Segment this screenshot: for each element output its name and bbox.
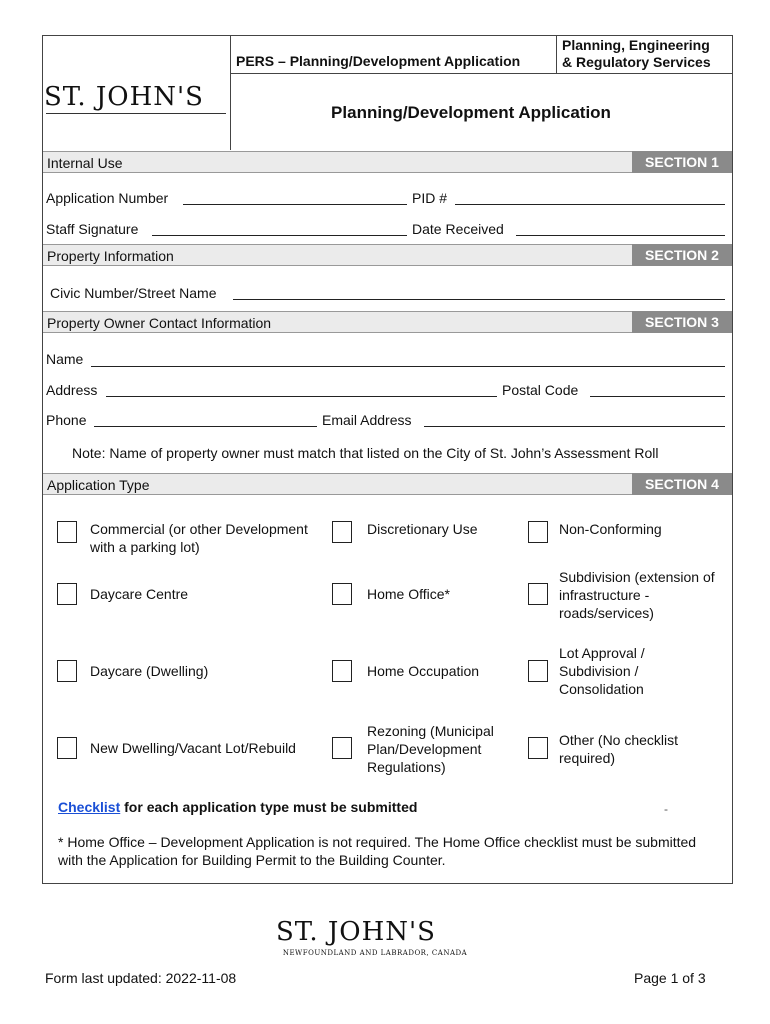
page-title: Planning/Development Application xyxy=(331,103,611,122)
date-received-label: Date Received xyxy=(412,221,504,237)
pid-label: PID # xyxy=(412,190,448,206)
checkbox-daycare-centre[interactable] xyxy=(57,583,77,605)
phone-label: Phone xyxy=(46,412,87,428)
option-home-occupation-label: Home Occupation xyxy=(367,663,480,679)
option-lot-approval-label: Lot Approval / Subdivision / Consolidation xyxy=(559,645,645,697)
option-other-label: Other (No checklist required) xyxy=(559,732,679,766)
section-1-tag: SECTION 1 xyxy=(632,151,732,173)
option-rezoning-label: Rezoning (Municipal Plan/Development Regulations) xyxy=(367,723,494,775)
section-3-bar xyxy=(43,311,732,333)
application-number-label: Application Number xyxy=(46,190,169,206)
checkbox-commercial[interactable] xyxy=(57,521,77,543)
option-daycare-dwelling-label: Daycare (Dwelling) xyxy=(90,663,209,679)
checklist-link[interactable]: Checklist xyxy=(58,799,121,815)
checkbox-discretionary-use[interactable] xyxy=(332,521,352,543)
section-3-tag: SECTION 3 xyxy=(632,311,732,333)
checkbox-home-office[interactable] xyxy=(332,583,352,605)
checkbox-new-dwelling[interactable] xyxy=(57,737,77,759)
checklist-text: for each application type must be submitted xyxy=(120,799,418,815)
footer-logo-subtitle: NEWFOUNDLAND AND LABRADOR, CANADA xyxy=(282,949,468,957)
checklist-line xyxy=(58,799,417,815)
checkbox-daycare-dwelling[interactable] xyxy=(57,660,77,682)
section-2-label: Property Information xyxy=(47,248,174,264)
logo-underline xyxy=(46,113,226,114)
option-commercial-label: Commercial (or other Development with a parking lot) xyxy=(90,521,308,555)
section-2-bar xyxy=(43,244,732,266)
section-4-bar xyxy=(43,473,732,495)
owner-name-field[interactable] xyxy=(91,366,725,367)
header-divider-vertical xyxy=(230,35,231,150)
option-discretionary-use-label: Discretionary Use xyxy=(367,521,478,537)
checkbox-lot-approval[interactable] xyxy=(528,660,548,682)
section-4-label: Application Type xyxy=(47,477,150,493)
section-3-label: Property Owner Contact Information xyxy=(47,315,272,331)
pid-field[interactable] xyxy=(455,204,725,205)
staff-signature-field[interactable] xyxy=(152,235,407,236)
option-daycare-centre-label: Daycare Centre xyxy=(90,586,189,602)
date-received-field[interactable] xyxy=(516,235,725,236)
section-2-tag: SECTION 2 xyxy=(632,244,732,266)
owner-note: Note: Name of property owner must match that listed on the City of St. John’s Assessment Roll xyxy=(72,445,659,461)
checkbox-subdivision[interactable] xyxy=(528,583,548,605)
option-home-office-label: Home Office* xyxy=(367,586,450,602)
department-line-2: & Regulatory Services xyxy=(562,54,711,70)
option-subdivision-label: Subdivision (extension of infrastructure - roads/services) xyxy=(559,569,715,621)
city-logo: ST. JOHN'S xyxy=(44,82,204,112)
postal-code-field[interactable] xyxy=(590,396,725,397)
owner-address-label: Address xyxy=(46,382,98,398)
option-non-conforming-label: Non-Conforming xyxy=(559,521,662,537)
page-number: Page 1 of 3 xyxy=(634,970,706,986)
checkbox-home-occupation[interactable] xyxy=(332,660,352,682)
department-name xyxy=(562,37,711,71)
section-1-label: Internal Use xyxy=(47,155,123,171)
email-label: Email Address xyxy=(322,412,412,428)
form-code: PERS – Planning/Development Application xyxy=(236,53,521,69)
header-divider-vertical-2 xyxy=(556,35,557,73)
home-office-footnote: * Home Office – Development Application is not required. The Home Office checklist must be submitted with the Application for Building Permit to the Building Counter. xyxy=(58,834,697,868)
section-1-bar xyxy=(43,151,732,173)
civic-field[interactable] xyxy=(233,299,725,300)
department-line-1: Planning, Engineering xyxy=(562,37,710,53)
section-4-tag: SECTION 4 xyxy=(632,473,732,495)
postal-code-label: Postal Code xyxy=(502,382,579,398)
checkbox-non-conforming[interactable] xyxy=(528,521,548,543)
application-number-field[interactable] xyxy=(183,204,407,205)
civic-label: Civic Number/Street Name xyxy=(50,285,217,301)
owner-address-field[interactable] xyxy=(106,396,497,397)
checkbox-rezoning[interactable] xyxy=(332,737,352,759)
phone-field[interactable] xyxy=(94,426,317,427)
staff-signature-label: Staff Signature xyxy=(46,221,139,237)
owner-name-label: Name xyxy=(46,351,84,367)
checkbox-other[interactable] xyxy=(528,737,548,759)
header-divider-horizontal xyxy=(230,73,733,74)
option-new-dwelling-label: New Dwelling/Vacant Lot/Rebuild xyxy=(90,740,296,756)
form-updated-date: Form last updated: 2022-11-08 xyxy=(45,970,237,986)
email-field[interactable] xyxy=(424,426,725,427)
footer-city-logo: ST. JOHN'S xyxy=(276,917,436,947)
stray-dash: - xyxy=(664,802,668,816)
